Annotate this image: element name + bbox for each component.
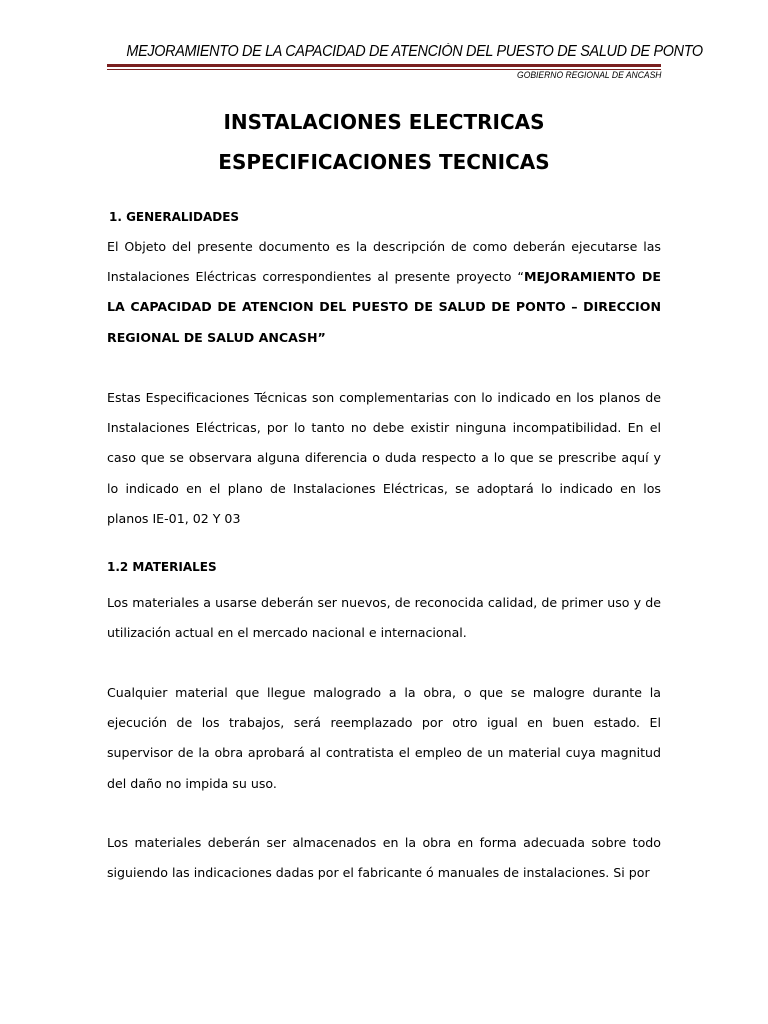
document-title: INSTALACIONES ELECTRICAS bbox=[223, 110, 545, 134]
paragraph-objeto-text: El Objeto del presente documento es la descripción de como deberán ejecutarse las Instalaciones Eléctricas correspondientes al presente proyecto “ bbox=[107, 239, 661, 285]
paragraph-especificaciones: Estas Especificaciones Técnicas son complementarias con lo indicado en los planos de Instalaciones Eléctricas, por lo tanto no debe existir ninguna incompatibilidad. En el caso que se observara alguna diferencia o duda respecto a lo que se prescribe aquí y lo indicado en el plano de Instalaciones Eléctricas, se adoptará lo indicado en los planos IE-01, 02 Y 03 bbox=[107, 390, 661, 526]
document-subtitle: ESPECIFICACIONES TECNICAS bbox=[218, 150, 550, 174]
header-subtitle: GOBIERNO REGIONAL DE ANCASH bbox=[516, 70, 661, 81]
section-heading-generalidades: 1. GENERALIDADES bbox=[109, 210, 240, 224]
paragraph-almacenamiento: Los materiales deberán ser almacenados en la obra en forma adecuada sobre todo siguiendo las indicaciones dadas por el fabricante ó manuales de instalaciones. Si por bbox=[107, 835, 661, 881]
paragraph-objeto bbox=[107, 232, 661, 353]
project-name-bold: MEJORAMIENTO DE LA CAPACIDAD DE ATENCION DEL PUESTO DE SALUD DE PONTO – DIRECCION REGIONAL DE SALUD ANCASH” bbox=[107, 269, 661, 345]
header-rule-thick bbox=[107, 64, 661, 67]
header-title: MEJORAMIENTO DE LA CAPACIDAD DE ATENCIÓN DEL PUESTO DE SALUD DE PONTO bbox=[126, 43, 703, 60]
section-heading-materiales: 1.2 MATERIALES bbox=[107, 560, 217, 574]
paragraph-materiales-nuevos: Los materiales a usarse deberán ser nuevos, de reconocida calidad, de primer uso y de utilización actual en el mercado nacional e internacional. bbox=[107, 595, 661, 641]
paragraph-material-malogrado: Cualquier material que llegue malogrado a la obra, o que se malogre durante la ejecución de los trabajos, será reemplazado por otro igual en buen estado. El supervisor de la obra aprobará al contratista el empleo de un material cuya magnitud del daño no impida su uso. bbox=[107, 685, 661, 791]
